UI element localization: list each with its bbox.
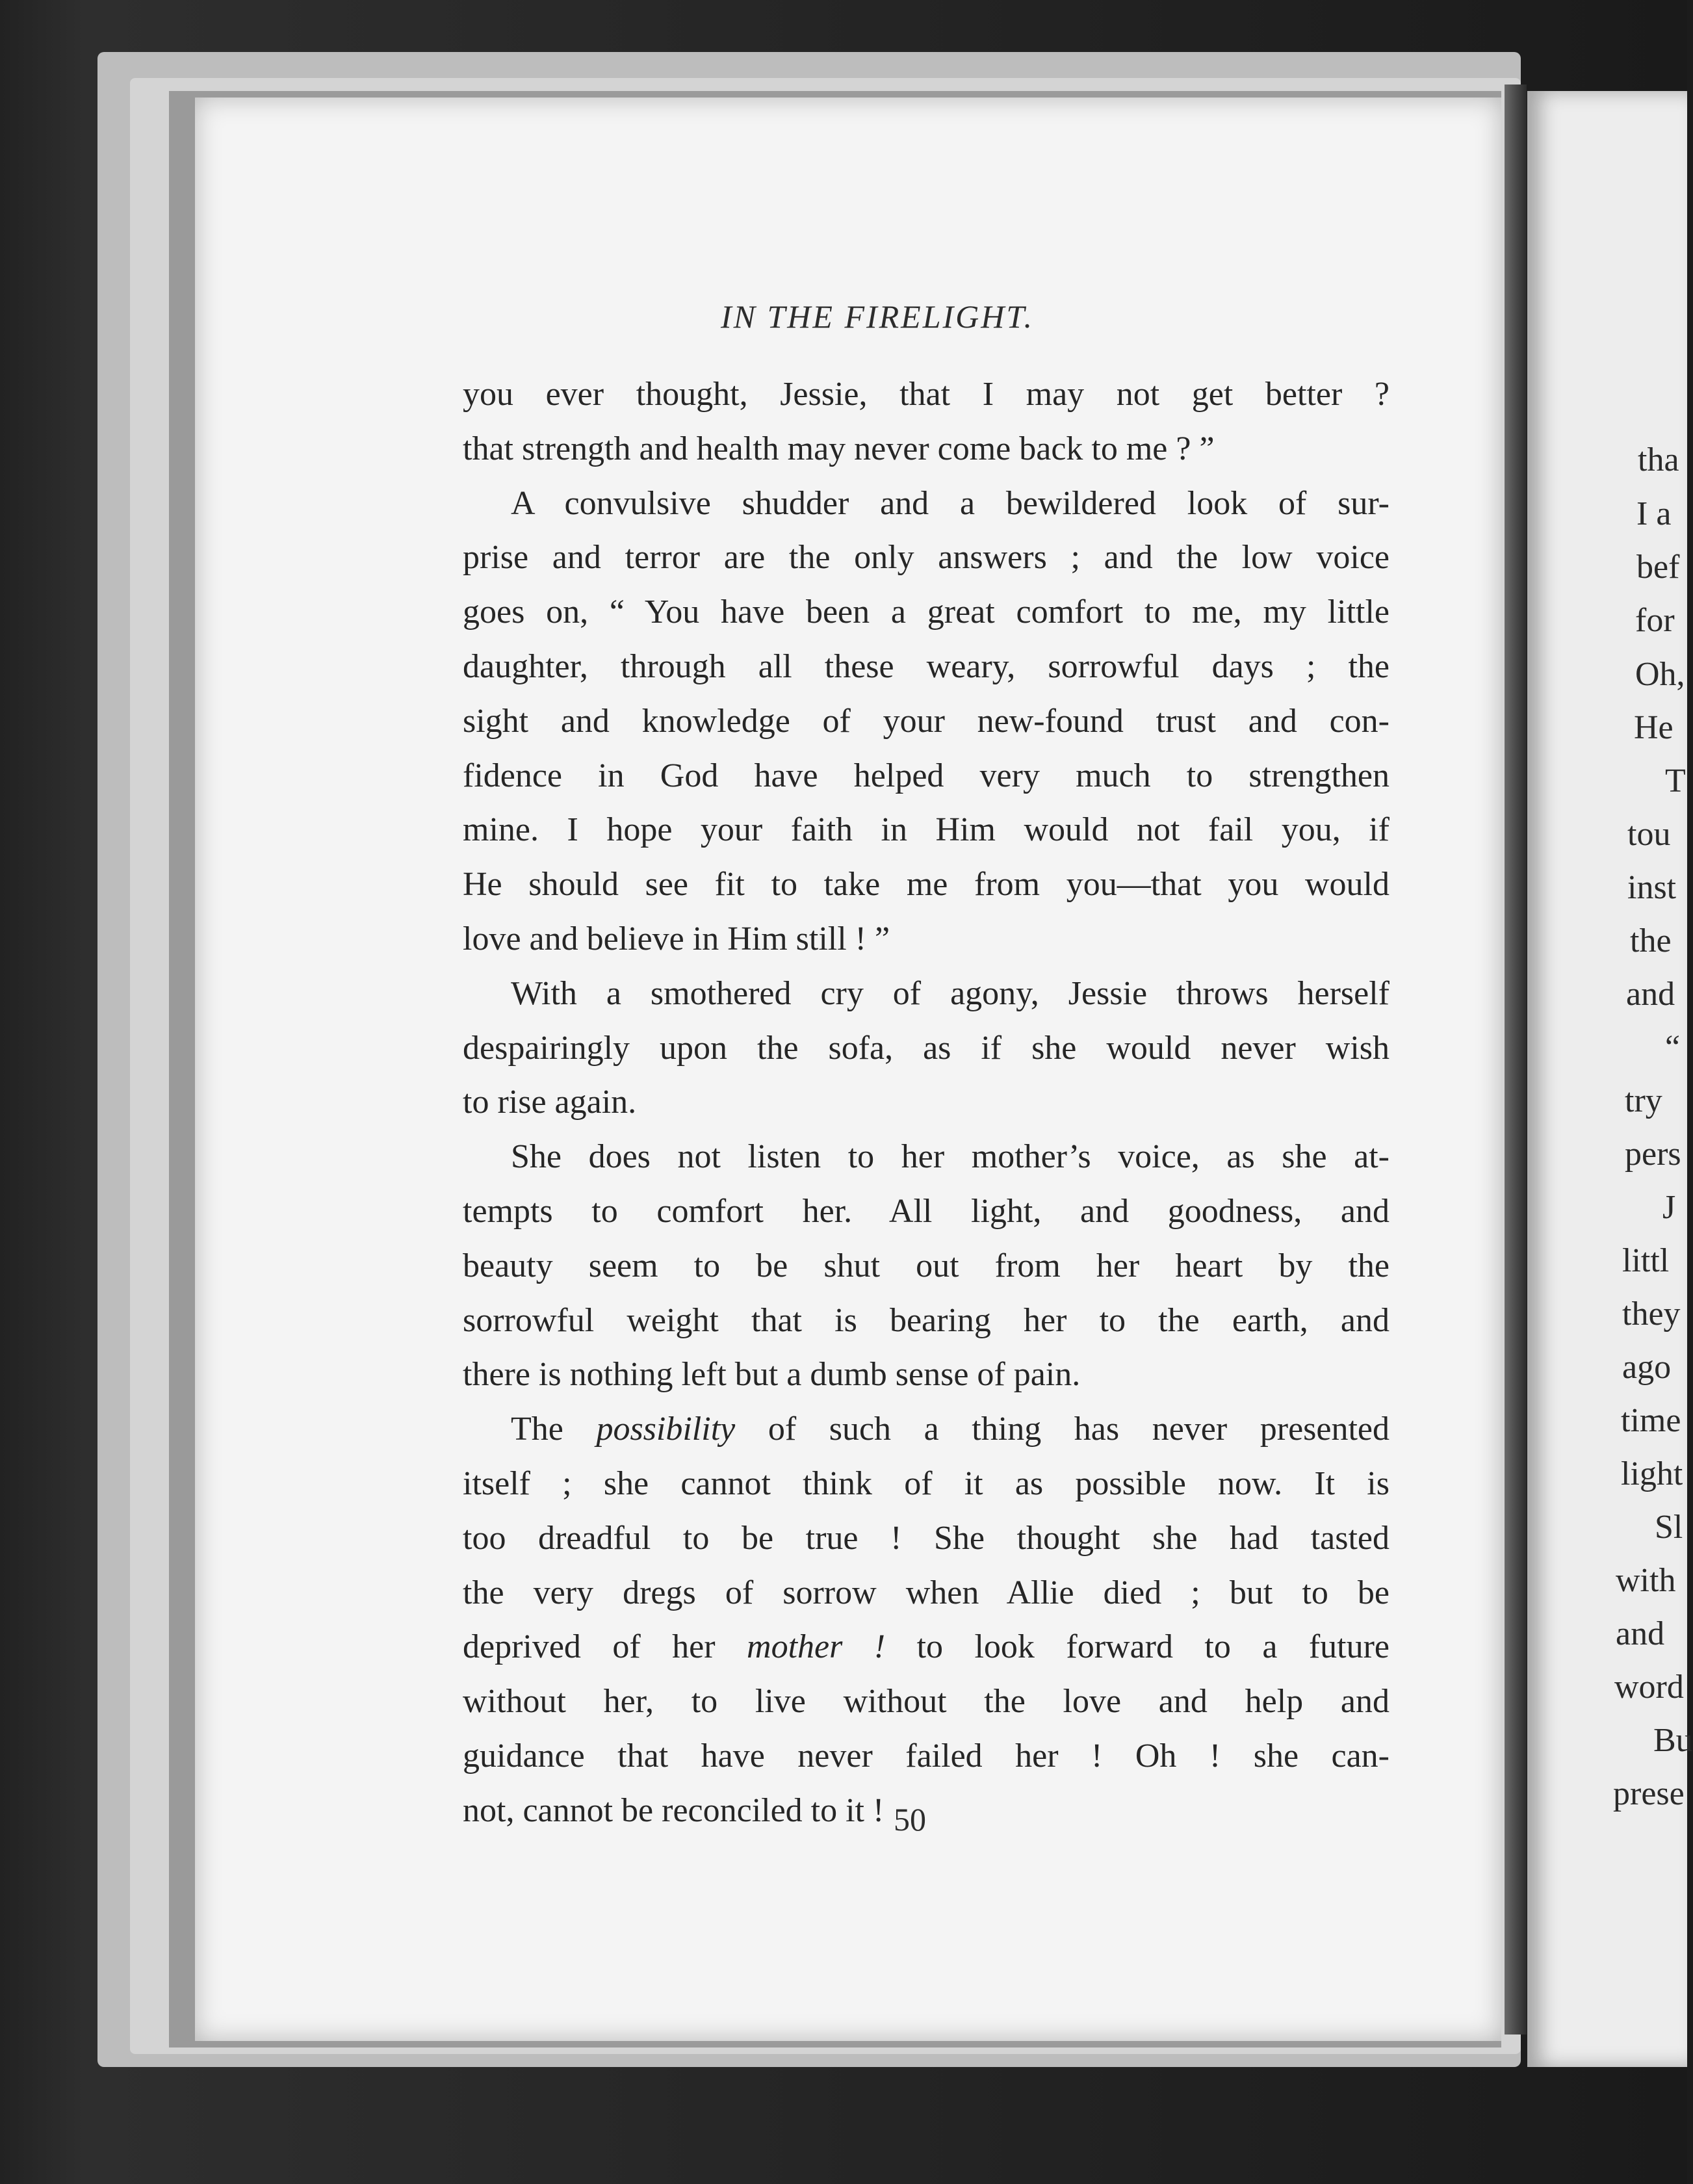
right-fragment: word: [1614, 1669, 1684, 1706]
text-line: [463, 1620, 1389, 1674]
text-line: goes on, “ You have been a great comfort to me, my little: [463, 593, 1389, 631]
right-fragment: ago: [1622, 1349, 1672, 1386]
text-line: prise and terror are the only answers ; and the low voice: [463, 539, 1389, 577]
text-segment: deprived of her: [463, 1628, 716, 1666]
text-line: too dreadful to be true ! She thought she had tasted: [463, 1519, 1389, 1557]
right-fragment: and: [1616, 1615, 1665, 1652]
text-line: there is nothing left but a dumb sense of pain.: [463, 1356, 1081, 1394]
text-line: to rise again.: [463, 1084, 637, 1121]
running-head: IN THE FIRELIGHT.: [720, 298, 1034, 335]
text-line: fidence in God have helped very much to strengthen: [463, 757, 1389, 794]
right-fragment: pers: [1625, 1136, 1681, 1173]
right-fragment: time: [1621, 1402, 1681, 1439]
book-gutter: [1505, 84, 1527, 2034]
right-fragment: Bu: [1653, 1722, 1693, 1759]
right-fragment: and: [1626, 976, 1675, 1013]
right-fragment: I a: [1636, 495, 1672, 532]
text-line: [463, 1402, 1389, 1457]
right-fragment: inst: [1627, 869, 1677, 906]
text-segment: The: [511, 1410, 563, 1448]
right-fragment: Oh,: [1635, 656, 1685, 693]
text-line: He should see fit to take me from you—that you would: [463, 866, 1389, 904]
right-fragment: prese: [1613, 1775, 1685, 1812]
right-fragment: light: [1621, 1455, 1683, 1492]
text-line: guidance that have never failed her ! Oh ! she can-: [463, 1737, 1389, 1774]
right-fragment: littl: [1622, 1242, 1670, 1279]
text-line: you ever thought, Jessie, that I may not get better ?: [463, 376, 1389, 413]
right-fragment: He: [1634, 709, 1674, 746]
emphasis-text: mother !: [747, 1628, 886, 1666]
text-line: tempts to comfort her. All light, and goodness, and: [463, 1192, 1389, 1230]
body-text: [463, 367, 1389, 1838]
text-line: love and believe in Him still ! ”: [463, 920, 890, 957]
page-number: 50: [894, 1801, 926, 1838]
right-fragment: try: [1625, 1082, 1662, 1119]
text-line: the very dregs of sorrow when Allie died ; but to be: [463, 1574, 1389, 1611]
right-fragment: tou: [1627, 816, 1671, 853]
text-line: daughter, through all these weary, sorrowful days ; the: [463, 647, 1389, 685]
right-fragment: J: [1662, 1189, 1676, 1226]
text-line: sorrowful weight that is bearing her to the earth, and: [463, 1301, 1389, 1339]
right-fragment: with: [1616, 1562, 1676, 1599]
right-fragment: bef: [1636, 549, 1680, 586]
emphasis-text: possibility: [596, 1410, 736, 1448]
text-line: She does not listen to her mother’s voice, as she at-: [511, 1138, 1389, 1176]
right-fragment: Sl: [1655, 1509, 1683, 1546]
right-fragment: they: [1622, 1295, 1681, 1332]
text-line: itself ; she cannot think of it as possible now. It is: [463, 1464, 1389, 1502]
text-segment: to look forward to a future: [916, 1628, 1390, 1666]
text-line: A convulsive shudder and a bewildered look of sur-: [511, 484, 1389, 522]
right-fragment: tha: [1638, 441, 1679, 478]
right-fragment: for: [1635, 602, 1675, 639]
text-segment: of such a thing has never presented: [768, 1410, 1390, 1448]
right-fragment: the: [1630, 922, 1672, 959]
right-page: [1527, 91, 1687, 2067]
text-line: sight and knowledge of your new-found trust and con-: [463, 702, 1389, 740]
text-line: that strength and health may never come back to me ? ”: [463, 430, 1215, 467]
text-line: despairingly upon the sofa, as if she would never wish: [463, 1029, 1389, 1067]
text-line: without her, to live without the love and help and: [463, 1683, 1389, 1721]
right-fragment: T: [1665, 762, 1686, 800]
text-line: mine. I hope your faith in Him would not fail you, if: [463, 811, 1389, 849]
text-line: beauty seem to be shut out from her heart by the: [463, 1247, 1389, 1284]
text-line: With a smothered cry of agony, Jessie throws herself: [511, 974, 1389, 1012]
text-line: not, cannot be reconciled to it !: [463, 1791, 885, 1829]
right-fragment: “: [1665, 1029, 1681, 1066]
